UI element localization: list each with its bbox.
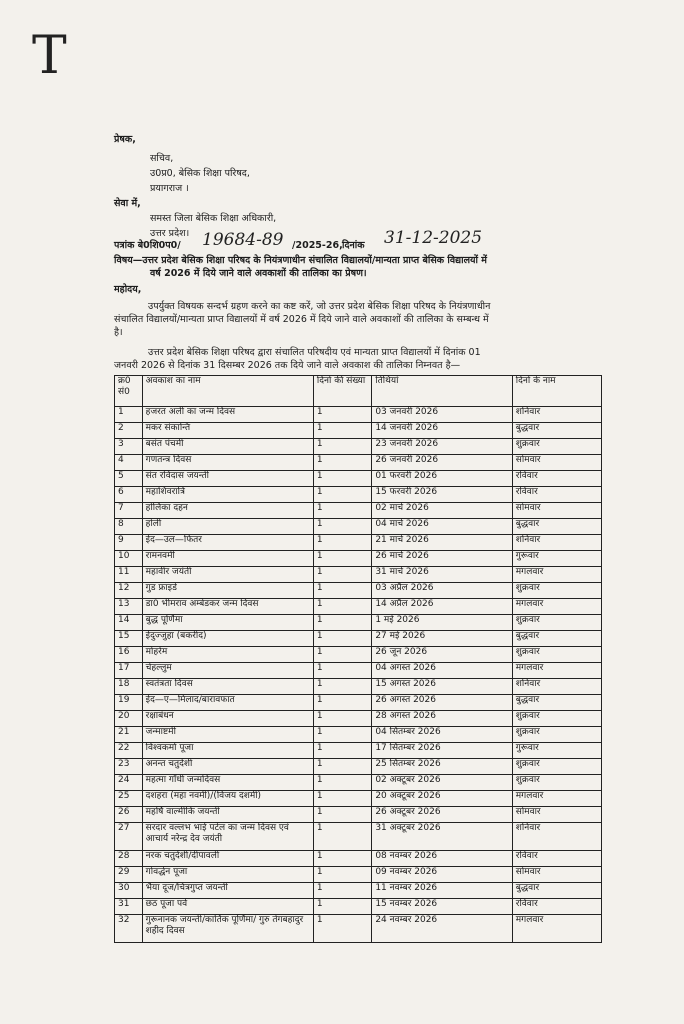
para2-line2: जनवरी 2026 से दिनांक 31 दिसम्बर 2026 तक दिये जाने वाले अवकाश की तालिका निम्नवत है—	[114, 360, 461, 371]
row-date: 01 फरवरी 2026	[372, 471, 512, 487]
row-serial: 31	[115, 899, 143, 915]
row-date: 25 सितम्बर 2026	[372, 759, 512, 775]
table-row	[115, 551, 602, 567]
row-date: 03 अप्रैल 2026	[372, 583, 512, 599]
row-serial: 11	[115, 567, 143, 583]
header-dates: तिथियां	[372, 376, 512, 407]
row-day-count: 1	[313, 567, 371, 583]
row-serial: 10	[115, 551, 143, 567]
row-day-name: मगलवार	[512, 915, 601, 943]
row-serial: 2	[115, 423, 143, 439]
row-day-name: बुद्धवार	[512, 631, 601, 647]
row-holiday-name: महत्मा गाँधी जन्मदिवस	[142, 775, 313, 791]
row-day-count: 1	[313, 867, 371, 883]
row-day-count: 1	[313, 883, 371, 899]
row-date: 21 मार्च 2026	[372, 535, 512, 551]
row-date: 08 नवम्बर 2026	[372, 851, 512, 867]
table-row	[115, 519, 602, 535]
row-day-name: रविवार	[512, 487, 601, 503]
row-day-count: 1	[313, 599, 371, 615]
row-holiday-name: महाशिवरात्रि	[142, 487, 313, 503]
row-day-name: रविवार	[512, 899, 601, 915]
row-serial: 18	[115, 679, 143, 695]
row-serial: 14	[115, 615, 143, 631]
row-day-name: सोमवार	[512, 455, 601, 471]
row-serial: 20	[115, 711, 143, 727]
row-day-count: 1	[313, 471, 371, 487]
row-holiday-name: गणतन्त्र दिवस	[142, 455, 313, 471]
row-day-name: शुक्रवार	[512, 615, 601, 631]
row-serial: 26	[115, 807, 143, 823]
row-serial: 1	[115, 407, 143, 423]
row-holiday-name: नरक चतुर्दशी/दीपावली	[142, 851, 313, 867]
table-row	[115, 647, 602, 663]
row-day-name: शुक्रवार	[512, 711, 601, 727]
row-holiday-name: गुड फ्राइडे	[142, 583, 313, 599]
header-day-names: दिनों के नाम	[512, 376, 601, 407]
table-row	[115, 663, 602, 679]
row-day-count: 1	[313, 519, 371, 535]
row-serial: 32	[115, 915, 143, 943]
row-date: 26 मार्च 2026	[372, 551, 512, 567]
row-serial: 5	[115, 471, 143, 487]
row-day-count: 1	[313, 743, 371, 759]
row-holiday-name: सरदार वल्लभ भाई पटेल का जन्म दिवस एवं आचार्य नरेन्द्र देव जयंती	[142, 823, 313, 851]
table-row	[115, 695, 602, 711]
row-day-count: 1	[313, 407, 371, 423]
reference-prefix: पत्रांक बे0शि0प0/	[114, 240, 181, 251]
row-day-name: शनिवार	[512, 679, 601, 695]
row-holiday-name: अनन्त चतुर्दशी	[142, 759, 313, 775]
row-day-count: 1	[313, 455, 371, 471]
row-day-count: 1	[313, 535, 371, 551]
row-day-count: 1	[313, 583, 371, 599]
table-row	[115, 567, 602, 583]
table-row	[115, 915, 602, 943]
row-date: 04 मार्च 2026	[372, 519, 512, 535]
row-date: 15 फरवरी 2026	[372, 487, 512, 503]
row-day-name: शुक्रवार	[512, 647, 601, 663]
row-day-name: रविवार	[512, 851, 601, 867]
table-row	[115, 775, 602, 791]
table-row	[115, 851, 602, 867]
sender-line3: प्रयागराज ।	[150, 183, 189, 194]
row-date: 15 अगस्त 2026	[372, 679, 512, 695]
row-day-name: शुक्रवार	[512, 583, 601, 599]
row-holiday-name: होली	[142, 519, 313, 535]
row-day-count: 1	[313, 695, 371, 711]
row-serial: 13	[115, 599, 143, 615]
row-serial: 6	[115, 487, 143, 503]
table-row	[115, 711, 602, 727]
row-holiday-name: गुरूनानक जयन्ती/कार्तिक पूर्णिमा/ गुरु तेगबहादुर शहीद दिवस	[142, 915, 313, 943]
table-row	[115, 407, 602, 423]
row-serial: 17	[115, 663, 143, 679]
row-date: 09 नवम्बर 2026	[372, 867, 512, 883]
table-header-row	[115, 376, 602, 407]
row-date: 26 जनवरी 2026	[372, 455, 512, 471]
row-day-count: 1	[313, 807, 371, 823]
table-row	[115, 883, 602, 899]
row-serial: 4	[115, 455, 143, 471]
row-day-count: 1	[313, 851, 371, 867]
row-serial: 23	[115, 759, 143, 775]
row-serial: 24	[115, 775, 143, 791]
row-day-name: शनिवार	[512, 407, 601, 423]
row-day-count: 1	[313, 487, 371, 503]
row-day-name: शुक्रवार	[512, 439, 601, 455]
row-date: 1 मई 2026	[372, 615, 512, 631]
row-holiday-name: होलिका दहन	[142, 503, 313, 519]
row-day-name: मगलवार	[512, 791, 601, 807]
row-day-name: शुक्रवार	[512, 775, 601, 791]
row-day-count: 1	[313, 551, 371, 567]
row-holiday-name: बसंत पंचमी	[142, 439, 313, 455]
row-holiday-name: ईद—उल—फितर	[142, 535, 313, 551]
row-day-name: बुद्धवार	[512, 695, 601, 711]
row-date: 20 अक्टूबर 2026	[372, 791, 512, 807]
table-row	[115, 807, 602, 823]
row-day-name: सोमवार	[512, 503, 601, 519]
row-day-count: 1	[313, 727, 371, 743]
row-day-name: मगलवार	[512, 599, 601, 615]
table-row	[115, 583, 602, 599]
row-serial: 29	[115, 867, 143, 883]
row-day-name: बुद्धवार	[512, 883, 601, 899]
table-row	[115, 631, 602, 647]
row-date: 31 मार्च 2026	[372, 567, 512, 583]
row-day-count: 1	[313, 647, 371, 663]
row-holiday-name: महर्षि वाल्मीकि जयन्ती	[142, 807, 313, 823]
row-holiday-name: हजरत अली का जन्म दिवस	[142, 407, 313, 423]
row-day-count: 1	[313, 679, 371, 695]
row-day-name: मगलवार	[512, 567, 601, 583]
row-serial: 9	[115, 535, 143, 551]
recipient-line1: समस्त जिला बेसिक शिक्षा अधिकारी,	[150, 213, 277, 224]
row-day-name: शुक्रवार	[512, 759, 601, 775]
table-row	[115, 727, 602, 743]
row-holiday-name: बुद्ध पूर्णिमा	[142, 615, 313, 631]
table-row	[115, 899, 602, 915]
table-row	[115, 471, 602, 487]
row-holiday-name: विश्वकर्मा पूजा	[142, 743, 313, 759]
para1-line3: है।	[114, 327, 123, 338]
table-row	[115, 679, 602, 695]
row-holiday-name: ईदुज्जुहा (बकरीद)	[142, 631, 313, 647]
row-serial: 15	[115, 631, 143, 647]
row-date: 15 नवम्बर 2026	[372, 899, 512, 915]
row-serial: 28	[115, 851, 143, 867]
para2-line1: उत्तर प्रदेश बेसिक शिक्षा परिषद द्वारा संचालित परिषदीय एवं मान्यता प्राप्त विद्यालयों में दिनांक 01	[148, 347, 481, 358]
table-row	[115, 867, 602, 883]
row-day-name: मगलवार	[512, 663, 601, 679]
subject-line2: वर्ष 2026 में दिये जाने वाले अवकाशों की तालिका का प्रेषण।	[150, 268, 367, 279]
row-day-count: 1	[313, 439, 371, 455]
table-row	[115, 423, 602, 439]
row-date: 03 जनवरी 2026	[372, 407, 512, 423]
row-day-count: 1	[313, 915, 371, 943]
row-day-count: 1	[313, 503, 371, 519]
recipient-label: सेवा में,	[114, 198, 141, 209]
row-date: 14 अप्रैल 2026	[372, 599, 512, 615]
row-day-name: बुद्धवार	[512, 519, 601, 535]
row-serial: 12	[115, 583, 143, 599]
sender-line1: सचिव,	[150, 153, 174, 164]
table-row	[115, 455, 602, 471]
header-holiday-name: अवकाश का नाम	[142, 376, 313, 407]
row-day-name: बुद्धवार	[512, 423, 601, 439]
row-holiday-name: महावीर जयंती	[142, 567, 313, 583]
table-row	[115, 599, 602, 615]
reference-number: 19684-89	[202, 230, 284, 250]
table-row	[115, 439, 602, 455]
row-date: 04 अगस्त 2026	[372, 663, 512, 679]
table-row	[115, 759, 602, 775]
para1-line1: उपर्युक्त विषयक सन्दर्भ ग्रहण करने का कष्ट करें, जो उत्तर प्रदेश बेसिक शिक्षा परिषद के नियंत्रणाधीन	[148, 301, 491, 312]
row-day-count: 1	[313, 423, 371, 439]
row-date: 26 अगस्त 2026	[372, 695, 512, 711]
row-holiday-name: छठ पूजा पर्व	[142, 899, 313, 915]
recipient-line2: उत्तर प्रदेश।	[150, 228, 190, 239]
row-date: 24 नवम्बर 2026	[372, 915, 512, 943]
sender-label: प्रेषक,	[114, 134, 136, 145]
row-holiday-name: दशहरा (महा नवमी)/(विजय दशमी)	[142, 791, 313, 807]
row-serial: 30	[115, 883, 143, 899]
row-day-count: 1	[313, 711, 371, 727]
reference-year: /2025-26,	[292, 240, 343, 251]
row-serial: 8	[115, 519, 143, 535]
row-day-name: सोमवार	[512, 807, 601, 823]
row-day-name: शुक्रवार	[512, 727, 601, 743]
row-day-name: रविवार	[512, 471, 601, 487]
table-row	[115, 823, 602, 851]
row-serial: 19	[115, 695, 143, 711]
holiday-table	[114, 375, 602, 943]
row-serial: 27	[115, 823, 143, 851]
row-date: 17 सितम्बर 2026	[372, 743, 512, 759]
row-day-count: 1	[313, 899, 371, 915]
row-holiday-name: मकर संकान्ति	[142, 423, 313, 439]
row-holiday-name: भैया दूज/चित्रगुप्त जयन्ती	[142, 883, 313, 899]
row-day-count: 1	[313, 631, 371, 647]
reference-date: 31-12-2025	[384, 228, 483, 248]
table-row	[115, 503, 602, 519]
row-date: 23 जनवरी 2026	[372, 439, 512, 455]
row-date: 26 अक्टूबर 2026	[372, 807, 512, 823]
table-row	[115, 743, 602, 759]
subject-line1: विषय—उत्तर प्रदेश बेसिक शिक्षा परिषद के नियंत्रणाधीन संचालित विद्यालयों/मान्यता प्राप्त बेसिक विद्यालयों में	[114, 255, 487, 266]
row-day-count: 1	[313, 791, 371, 807]
row-holiday-name: स्वतंत्रता दिवस	[142, 679, 313, 695]
row-serial: 25	[115, 791, 143, 807]
row-serial: 22	[115, 743, 143, 759]
table-row	[115, 535, 602, 551]
corner-mark: T	[32, 26, 67, 86]
row-date: 02 अक्टूबर 2026	[372, 775, 512, 791]
table-row	[115, 487, 602, 503]
row-holiday-name: ईद—ए—मिलाद/बारावफात	[142, 695, 313, 711]
row-day-name: गुरूवार	[512, 743, 601, 759]
row-date: 26 जून 2026	[372, 647, 512, 663]
row-serial: 3	[115, 439, 143, 455]
sender-line2: उ0प्र0, बेसिक शिक्षा परिषद,	[150, 168, 250, 179]
header-day-count: दिनो की संख्या	[313, 376, 371, 407]
row-date: 04 सितम्बर 2026	[372, 727, 512, 743]
para1-line2: संचालित विद्यालयों/मान्यता प्राप्त विद्यालयों में वर्ष 2026 में दिये जाने वाले अवकाशों की तालिका के सम्बन्ध में	[114, 314, 489, 325]
row-holiday-name: जन्माष्टमी	[142, 727, 313, 743]
row-holiday-name: मोहर्रम	[142, 647, 313, 663]
row-day-name: शनिवार	[512, 823, 601, 851]
header-serial: क्र0 सं0	[115, 376, 143, 407]
row-holiday-name: रामनवमी	[142, 551, 313, 567]
row-date: 14 जनवरी 2026	[372, 423, 512, 439]
row-date: 31 अक्टूबर 2026	[372, 823, 512, 851]
table-row	[115, 615, 602, 631]
row-holiday-name: चेहल्लुम	[142, 663, 313, 679]
table-row	[115, 791, 602, 807]
row-date: 27 मई 2026	[372, 631, 512, 647]
row-serial: 7	[115, 503, 143, 519]
reference-date-label: दिनांक	[342, 240, 365, 251]
row-day-count: 1	[313, 775, 371, 791]
row-serial: 21	[115, 727, 143, 743]
row-day-count: 1	[313, 615, 371, 631]
row-day-name: शनिवार	[512, 535, 601, 551]
row-date: 02 मार्च 2026	[372, 503, 512, 519]
salutation: महोदय,	[114, 284, 142, 295]
row-day-count: 1	[313, 759, 371, 775]
row-holiday-name: रक्षाबंधन	[142, 711, 313, 727]
row-holiday-name: संत रविदास जयन्ती	[142, 471, 313, 487]
row-day-name: गुरूवार	[512, 551, 601, 567]
row-day-name: सोमवार	[512, 867, 601, 883]
row-day-count: 1	[313, 823, 371, 851]
row-date: 11 नवम्बर 2026	[372, 883, 512, 899]
row-date: 28 अगस्त 2026	[372, 711, 512, 727]
row-holiday-name: गोवर्द्धन पूजा	[142, 867, 313, 883]
row-day-count: 1	[313, 663, 371, 679]
row-holiday-name: डा0 भीमराव अम्बेडकर जन्म दिवस	[142, 599, 313, 615]
row-serial: 16	[115, 647, 143, 663]
